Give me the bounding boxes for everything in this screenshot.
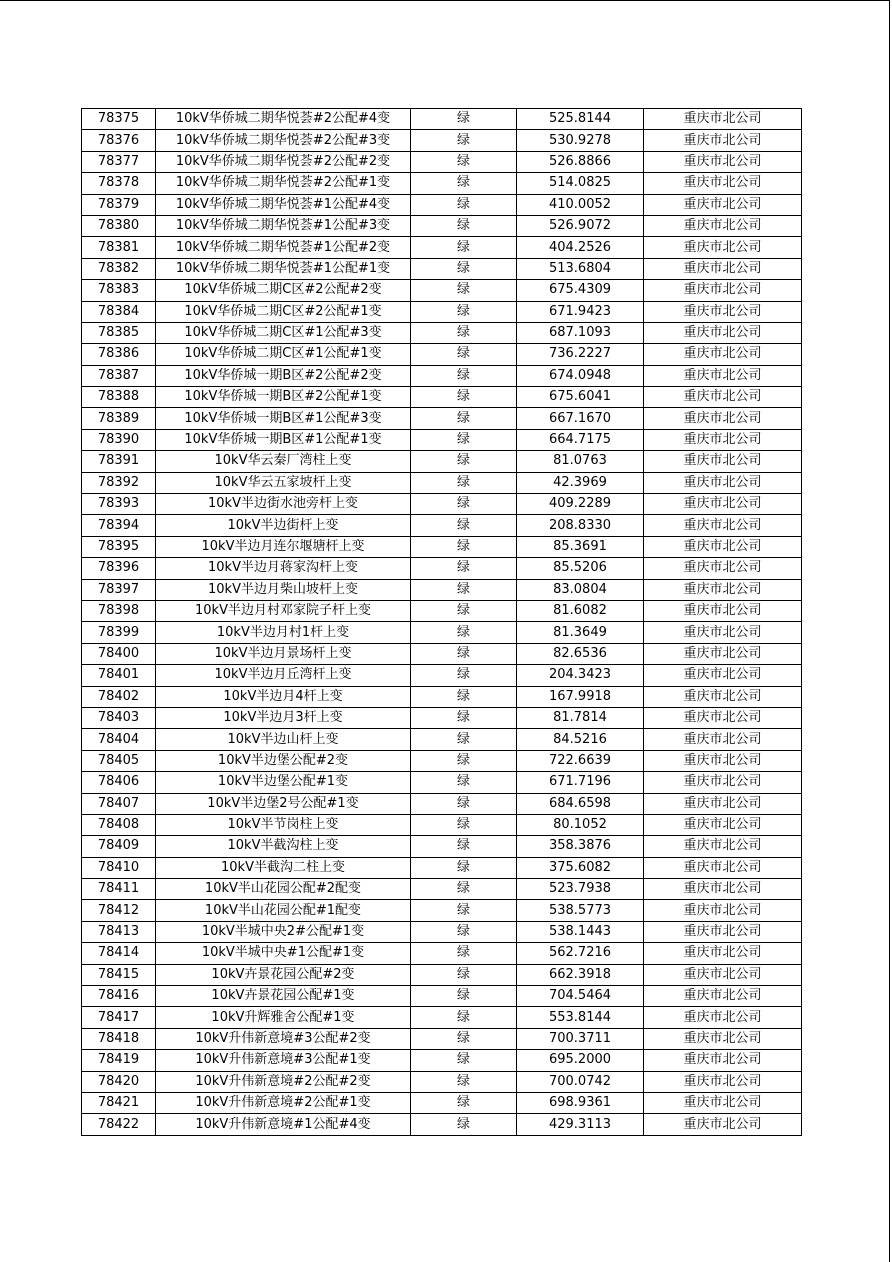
value-cell: 526.8866	[517, 151, 644, 172]
value-cell: 85.5206	[517, 558, 644, 579]
table-row	[82, 1050, 802, 1071]
company-cell: 重庆市北公司	[644, 986, 802, 1007]
status-color-cell: 绿	[411, 921, 517, 942]
status-color-cell: 绿	[411, 793, 517, 814]
row-id-cell: 78409	[82, 836, 156, 857]
transformer-name-cell: 10kV华侨城二期C区#2公配#1变	[156, 301, 411, 322]
row-id-cell: 78406	[82, 772, 156, 793]
table-row	[82, 215, 802, 236]
table-row	[82, 1092, 802, 1113]
table-row	[82, 879, 802, 900]
company-cell: 重庆市北公司	[644, 622, 802, 643]
company-cell: 重庆市北公司	[644, 387, 802, 408]
row-id-cell: 78386	[82, 344, 156, 365]
row-id-cell: 78400	[82, 643, 156, 664]
table-row	[82, 558, 802, 579]
value-cell: 80.1052	[517, 814, 644, 835]
row-id-cell: 78419	[82, 1050, 156, 1071]
status-color-cell: 绿	[411, 429, 517, 450]
value-cell: 664.7175	[517, 429, 644, 450]
table-row	[82, 515, 802, 536]
status-color-cell: 绿	[411, 600, 517, 621]
row-id-cell: 78417	[82, 1007, 156, 1028]
company-cell: 重庆市北公司	[644, 451, 802, 472]
status-color-cell: 绿	[411, 387, 517, 408]
table-row	[82, 814, 802, 835]
company-cell: 重庆市北公司	[644, 964, 802, 985]
status-color-cell: 绿	[411, 237, 517, 258]
company-cell: 重庆市北公司	[644, 879, 802, 900]
status-color-cell: 绿	[411, 879, 517, 900]
row-id-cell: 78397	[82, 579, 156, 600]
value-cell: 526.9072	[517, 215, 644, 236]
status-color-cell: 绿	[411, 1071, 517, 1092]
transformer-name-cell: 10kV升伟新意境#2公配#1变	[156, 1092, 411, 1113]
transformer-name-cell: 10kV半边月景场杆上变	[156, 643, 411, 664]
company-cell: 重庆市北公司	[644, 857, 802, 878]
status-color-cell: 绿	[411, 900, 517, 921]
row-id-cell: 78392	[82, 472, 156, 493]
transformer-name-cell: 10kV半城中央2#公配#1变	[156, 921, 411, 942]
status-color-cell: 绿	[411, 1050, 517, 1071]
status-color-cell: 绿	[411, 1028, 517, 1049]
company-cell: 重庆市北公司	[644, 772, 802, 793]
value-cell: 429.3113	[517, 1114, 644, 1135]
company-cell: 重庆市北公司	[644, 130, 802, 151]
row-id-cell: 78376	[82, 130, 156, 151]
row-id-cell: 78387	[82, 365, 156, 386]
company-cell: 重庆市北公司	[644, 921, 802, 942]
status-color-cell: 绿	[411, 322, 517, 343]
table-row	[82, 986, 802, 1007]
company-cell: 重庆市北公司	[644, 365, 802, 386]
row-id-cell: 78414	[82, 943, 156, 964]
value-cell: 208.8330	[517, 515, 644, 536]
company-cell: 重庆市北公司	[644, 237, 802, 258]
transformer-name-cell: 10kV半山花园公配#1配变	[156, 900, 411, 921]
company-cell: 重庆市北公司	[644, 686, 802, 707]
value-cell: 538.5773	[517, 900, 644, 921]
row-id-cell: 78375	[82, 109, 156, 130]
transformer-name-cell: 10kV华侨城二期C区#1公配#1变	[156, 344, 411, 365]
row-id-cell: 78381	[82, 237, 156, 258]
row-id-cell: 78407	[82, 793, 156, 814]
value-cell: 84.5216	[517, 729, 644, 750]
transformer-name-cell: 10kV华侨城一期B区#1公配#3变	[156, 408, 411, 429]
row-id-cell: 78391	[82, 451, 156, 472]
row-id-cell: 78411	[82, 879, 156, 900]
company-cell: 重庆市北公司	[644, 515, 802, 536]
company-cell: 重庆市北公司	[644, 1007, 802, 1028]
table-row	[82, 750, 802, 771]
row-id-cell: 78401	[82, 665, 156, 686]
row-id-cell: 78412	[82, 900, 156, 921]
value-cell: 675.4309	[517, 280, 644, 301]
row-id-cell: 78395	[82, 536, 156, 557]
transformer-name-cell: 10kV华侨城二期华悦荟#1公配#3变	[156, 215, 411, 236]
table-row	[82, 665, 802, 686]
status-color-cell: 绿	[411, 494, 517, 515]
company-cell: 重庆市北公司	[644, 579, 802, 600]
status-color-cell: 绿	[411, 365, 517, 386]
value-cell: 81.6082	[517, 600, 644, 621]
value-cell: 704.5464	[517, 986, 644, 1007]
transformer-name-cell: 10kV华侨城二期C区#1公配#3变	[156, 322, 411, 343]
company-cell: 重庆市北公司	[644, 900, 802, 921]
company-cell: 重庆市北公司	[644, 1092, 802, 1113]
transformer-name-cell: 10kV华侨城二期华悦荟#1公配#1变	[156, 258, 411, 279]
transformer-name-cell: 10kV华侨城一期B区#2公配#2变	[156, 365, 411, 386]
transformer-name-cell: 10kV半边月柴山坡杆上变	[156, 579, 411, 600]
value-cell: 83.0804	[517, 579, 644, 600]
value-cell: 553.8144	[517, 1007, 644, 1028]
transformer-name-cell: 10kV升伟新意境#1公配#4变	[156, 1114, 411, 1135]
company-cell: 重庆市北公司	[644, 408, 802, 429]
company-cell: 重庆市北公司	[644, 109, 802, 130]
value-cell: 662.3918	[517, 964, 644, 985]
value-cell: 85.3691	[517, 536, 644, 557]
status-color-cell: 绿	[411, 686, 517, 707]
value-cell: 684.6598	[517, 793, 644, 814]
transformer-name-cell: 10kV半边月3杆上变	[156, 707, 411, 728]
transformer-name-cell: 10kV华侨城二期华悦荟#1公配#2变	[156, 237, 411, 258]
value-cell: 514.0825	[517, 173, 644, 194]
value-cell: 81.0763	[517, 451, 644, 472]
status-color-cell: 绿	[411, 408, 517, 429]
status-color-cell: 绿	[411, 173, 517, 194]
value-cell: 167.9918	[517, 686, 644, 707]
value-cell: 42.3969	[517, 472, 644, 493]
status-color-cell: 绿	[411, 707, 517, 728]
table-row	[82, 194, 802, 215]
company-cell: 重庆市北公司	[644, 1028, 802, 1049]
company-cell: 重庆市北公司	[644, 793, 802, 814]
status-color-cell: 绿	[411, 643, 517, 664]
transformer-name-cell: 10kV半山花园公配#2配变	[156, 879, 411, 900]
table-row	[82, 729, 802, 750]
status-color-cell: 绿	[411, 729, 517, 750]
value-cell: 409.2289	[517, 494, 644, 515]
table-row	[82, 387, 802, 408]
company-cell: 重庆市北公司	[644, 151, 802, 172]
transformer-name-cell: 10kV半边街杆上变	[156, 515, 411, 536]
table-row	[82, 322, 802, 343]
transformer-name-cell: 10kV华侨城二期华悦荟#2公配#1变	[156, 173, 411, 194]
value-cell: 671.7196	[517, 772, 644, 793]
status-color-cell: 绿	[411, 301, 517, 322]
table-row	[82, 280, 802, 301]
transformer-name-cell: 10kV半边月村1杆上变	[156, 622, 411, 643]
status-color-cell: 绿	[411, 964, 517, 985]
transformer-name-cell: 10kV卉景花园公配#2变	[156, 964, 411, 985]
transformer-name-cell: 10kV半边山杆上变	[156, 729, 411, 750]
value-cell: 667.1670	[517, 408, 644, 429]
status-color-cell: 绿	[411, 215, 517, 236]
table-row	[82, 921, 802, 942]
transformer-name-cell: 10kV半边月蒋家沟杆上变	[156, 558, 411, 579]
transformer-name-cell: 10kV华侨城二期C区#2公配#2变	[156, 280, 411, 301]
transformer-name-cell: 10kV半节岗柱上变	[156, 814, 411, 835]
transformer-name-cell: 10kV卉景花园公配#1变	[156, 986, 411, 1007]
row-id-cell: 78399	[82, 622, 156, 643]
transformer-name-cell: 10kV半边堡公配#1变	[156, 772, 411, 793]
transformer-name-cell: 10kV半边月丘湾杆上变	[156, 665, 411, 686]
table-row	[82, 451, 802, 472]
value-cell: 562.7216	[517, 943, 644, 964]
status-color-cell: 绿	[411, 772, 517, 793]
status-color-cell: 绿	[411, 536, 517, 557]
value-cell: 538.1443	[517, 921, 644, 942]
status-color-cell: 绿	[411, 472, 517, 493]
row-id-cell: 78393	[82, 494, 156, 515]
status-color-cell: 绿	[411, 130, 517, 151]
company-cell: 重庆市北公司	[644, 643, 802, 664]
value-cell: 204.3423	[517, 665, 644, 686]
row-id-cell: 78420	[82, 1071, 156, 1092]
transformer-name-cell: 10kV华侨城二期华悦荟#2公配#2变	[156, 151, 411, 172]
row-id-cell: 78402	[82, 686, 156, 707]
transformer-name-cell: 10kV华侨城一期B区#2公配#1变	[156, 387, 411, 408]
row-id-cell: 78383	[82, 280, 156, 301]
row-id-cell: 78410	[82, 857, 156, 878]
table-row	[82, 1007, 802, 1028]
value-cell: 736.2227	[517, 344, 644, 365]
row-id-cell: 78418	[82, 1028, 156, 1049]
row-id-cell: 78403	[82, 707, 156, 728]
company-cell: 重庆市北公司	[644, 665, 802, 686]
row-id-cell: 78390	[82, 429, 156, 450]
company-cell: 重庆市北公司	[644, 750, 802, 771]
company-cell: 重庆市北公司	[644, 344, 802, 365]
status-color-cell: 绿	[411, 515, 517, 536]
company-cell: 重庆市北公司	[644, 280, 802, 301]
company-cell: 重庆市北公司	[644, 707, 802, 728]
table-row	[82, 836, 802, 857]
transformer-name-cell: 10kV半边月4杆上变	[156, 686, 411, 707]
row-id-cell: 78384	[82, 301, 156, 322]
value-cell: 81.7814	[517, 707, 644, 728]
table-row	[82, 472, 802, 493]
row-id-cell: 78421	[82, 1092, 156, 1113]
row-id-cell: 78413	[82, 921, 156, 942]
table-row	[82, 536, 802, 557]
value-cell: 410.0052	[517, 194, 644, 215]
row-id-cell: 78389	[82, 408, 156, 429]
status-color-cell: 绿	[411, 814, 517, 835]
value-cell: 525.8144	[517, 109, 644, 130]
transformer-name-cell: 10kV华云秦厂湾柱上变	[156, 451, 411, 472]
table-row	[82, 964, 802, 985]
transformer-name-cell: 10kV半边堡公配#2变	[156, 750, 411, 771]
value-cell: 687.1093	[517, 322, 644, 343]
company-cell: 重庆市北公司	[644, 1114, 802, 1135]
transformer-name-cell: 10kV华云五家坡杆上变	[156, 472, 411, 493]
value-cell: 358.3876	[517, 836, 644, 857]
status-color-cell: 绿	[411, 258, 517, 279]
transformer-name-cell: 10kV华侨城二期华悦荟#2公配#3变	[156, 130, 411, 151]
status-color-cell: 绿	[411, 943, 517, 964]
company-cell: 重庆市北公司	[644, 1050, 802, 1071]
transformer-name-cell: 10kV升伟新意境#3公配#2变	[156, 1028, 411, 1049]
status-color-cell: 绿	[411, 857, 517, 878]
company-cell: 重庆市北公司	[644, 943, 802, 964]
transformer-name-cell: 10kV华侨城二期华悦荟#1公配#4变	[156, 194, 411, 215]
company-cell: 重庆市北公司	[644, 558, 802, 579]
table-row	[82, 579, 802, 600]
table-row	[82, 237, 802, 258]
company-cell: 重庆市北公司	[644, 258, 802, 279]
row-id-cell: 78378	[82, 173, 156, 194]
value-cell: 675.6041	[517, 387, 644, 408]
row-id-cell: 78377	[82, 151, 156, 172]
row-id-cell: 78415	[82, 964, 156, 985]
value-cell: 375.6082	[517, 857, 644, 878]
table-row	[82, 408, 802, 429]
table-row	[82, 173, 802, 194]
row-id-cell: 78388	[82, 387, 156, 408]
row-id-cell: 78380	[82, 215, 156, 236]
row-id-cell: 78394	[82, 515, 156, 536]
row-id-cell: 78379	[82, 194, 156, 215]
value-cell: 698.9361	[517, 1092, 644, 1113]
transformer-name-cell: 10kV升伟新意境#2公配#2变	[156, 1071, 411, 1092]
value-cell: 404.2526	[517, 237, 644, 258]
row-id-cell: 78405	[82, 750, 156, 771]
company-cell: 重庆市北公司	[644, 194, 802, 215]
status-color-cell: 绿	[411, 1114, 517, 1135]
transformer-name-cell: 10kV半截沟二柱上变	[156, 857, 411, 878]
transformer-name-cell: 10kV半边堡2号公配#1变	[156, 793, 411, 814]
company-cell: 重庆市北公司	[644, 729, 802, 750]
company-cell: 重庆市北公司	[644, 600, 802, 621]
company-cell: 重庆市北公司	[644, 472, 802, 493]
value-cell: 700.3711	[517, 1028, 644, 1049]
table-row	[82, 772, 802, 793]
table-row	[82, 1071, 802, 1092]
table-row	[82, 793, 802, 814]
company-cell: 重庆市北公司	[644, 173, 802, 194]
row-id-cell: 78385	[82, 322, 156, 343]
transformer-name-cell: 10kV升伟新意境#3公配#1变	[156, 1050, 411, 1071]
transformer-name-cell: 10kV半边街水池旁杆上变	[156, 494, 411, 515]
company-cell: 重庆市北公司	[644, 1071, 802, 1092]
company-cell: 重庆市北公司	[644, 536, 802, 557]
status-color-cell: 绿	[411, 665, 517, 686]
value-cell: 81.3649	[517, 622, 644, 643]
row-id-cell: 78404	[82, 729, 156, 750]
table-row	[82, 109, 802, 130]
table-row	[82, 686, 802, 707]
table-row	[82, 494, 802, 515]
table-row	[82, 600, 802, 621]
table-row	[82, 429, 802, 450]
company-cell: 重庆市北公司	[644, 215, 802, 236]
company-cell: 重庆市北公司	[644, 301, 802, 322]
table-row	[82, 258, 802, 279]
transformer-name-cell: 10kV华侨城一期B区#1公配#1变	[156, 429, 411, 450]
transformer-name-cell: 10kV升辉雅舍公配#1变	[156, 1007, 411, 1028]
value-cell: 674.0948	[517, 365, 644, 386]
row-id-cell: 78422	[82, 1114, 156, 1135]
status-color-cell: 绿	[411, 750, 517, 771]
status-color-cell: 绿	[411, 1007, 517, 1028]
transformer-table	[81, 108, 802, 1136]
transformer-name-cell: 10kV华侨城二期华悦荟#2公配#4变	[156, 109, 411, 130]
table-body	[82, 109, 802, 1136]
status-color-cell: 绿	[411, 151, 517, 172]
table-row	[82, 643, 802, 664]
status-color-cell: 绿	[411, 194, 517, 215]
status-color-cell: 绿	[411, 558, 517, 579]
status-color-cell: 绿	[411, 109, 517, 130]
table-row	[82, 622, 802, 643]
company-cell: 重庆市北公司	[644, 836, 802, 857]
status-color-cell: 绿	[411, 344, 517, 365]
row-id-cell: 78396	[82, 558, 156, 579]
table-row	[82, 1114, 802, 1135]
table-row	[82, 1028, 802, 1049]
value-cell: 700.0742	[517, 1071, 644, 1092]
status-color-cell: 绿	[411, 579, 517, 600]
transformer-name-cell: 10kV半城中央#1公配#1变	[156, 943, 411, 964]
table-row	[82, 365, 802, 386]
status-color-cell: 绿	[411, 986, 517, 1007]
status-color-cell: 绿	[411, 836, 517, 857]
value-cell: 722.6639	[517, 750, 644, 771]
status-color-cell: 绿	[411, 451, 517, 472]
company-cell: 重庆市北公司	[644, 494, 802, 515]
table-row	[82, 707, 802, 728]
table-row	[82, 130, 802, 151]
row-id-cell: 78408	[82, 814, 156, 835]
value-cell: 530.9278	[517, 130, 644, 151]
company-cell: 重庆市北公司	[644, 814, 802, 835]
value-cell: 695.2000	[517, 1050, 644, 1071]
transformer-name-cell: 10kV半边月连尔堰塘杆上变	[156, 536, 411, 557]
table-row	[82, 900, 802, 921]
company-cell: 重庆市北公司	[644, 429, 802, 450]
status-color-cell: 绿	[411, 622, 517, 643]
status-color-cell: 绿	[411, 280, 517, 301]
row-id-cell: 78398	[82, 600, 156, 621]
transformer-name-cell: 10kV半截沟柱上变	[156, 836, 411, 857]
company-cell: 重庆市北公司	[644, 322, 802, 343]
table-row	[82, 943, 802, 964]
status-color-cell: 绿	[411, 1092, 517, 1113]
table-row	[82, 857, 802, 878]
transformer-name-cell: 10kV半边月村邓家院子杆上变	[156, 600, 411, 621]
value-cell: 82.6536	[517, 643, 644, 664]
value-cell: 513.6804	[517, 258, 644, 279]
row-id-cell: 78382	[82, 258, 156, 279]
value-cell: 671.9423	[517, 301, 644, 322]
table-row	[82, 151, 802, 172]
table-row	[82, 344, 802, 365]
row-id-cell: 78416	[82, 986, 156, 1007]
table-row	[82, 301, 802, 322]
value-cell: 523.7938	[517, 879, 644, 900]
